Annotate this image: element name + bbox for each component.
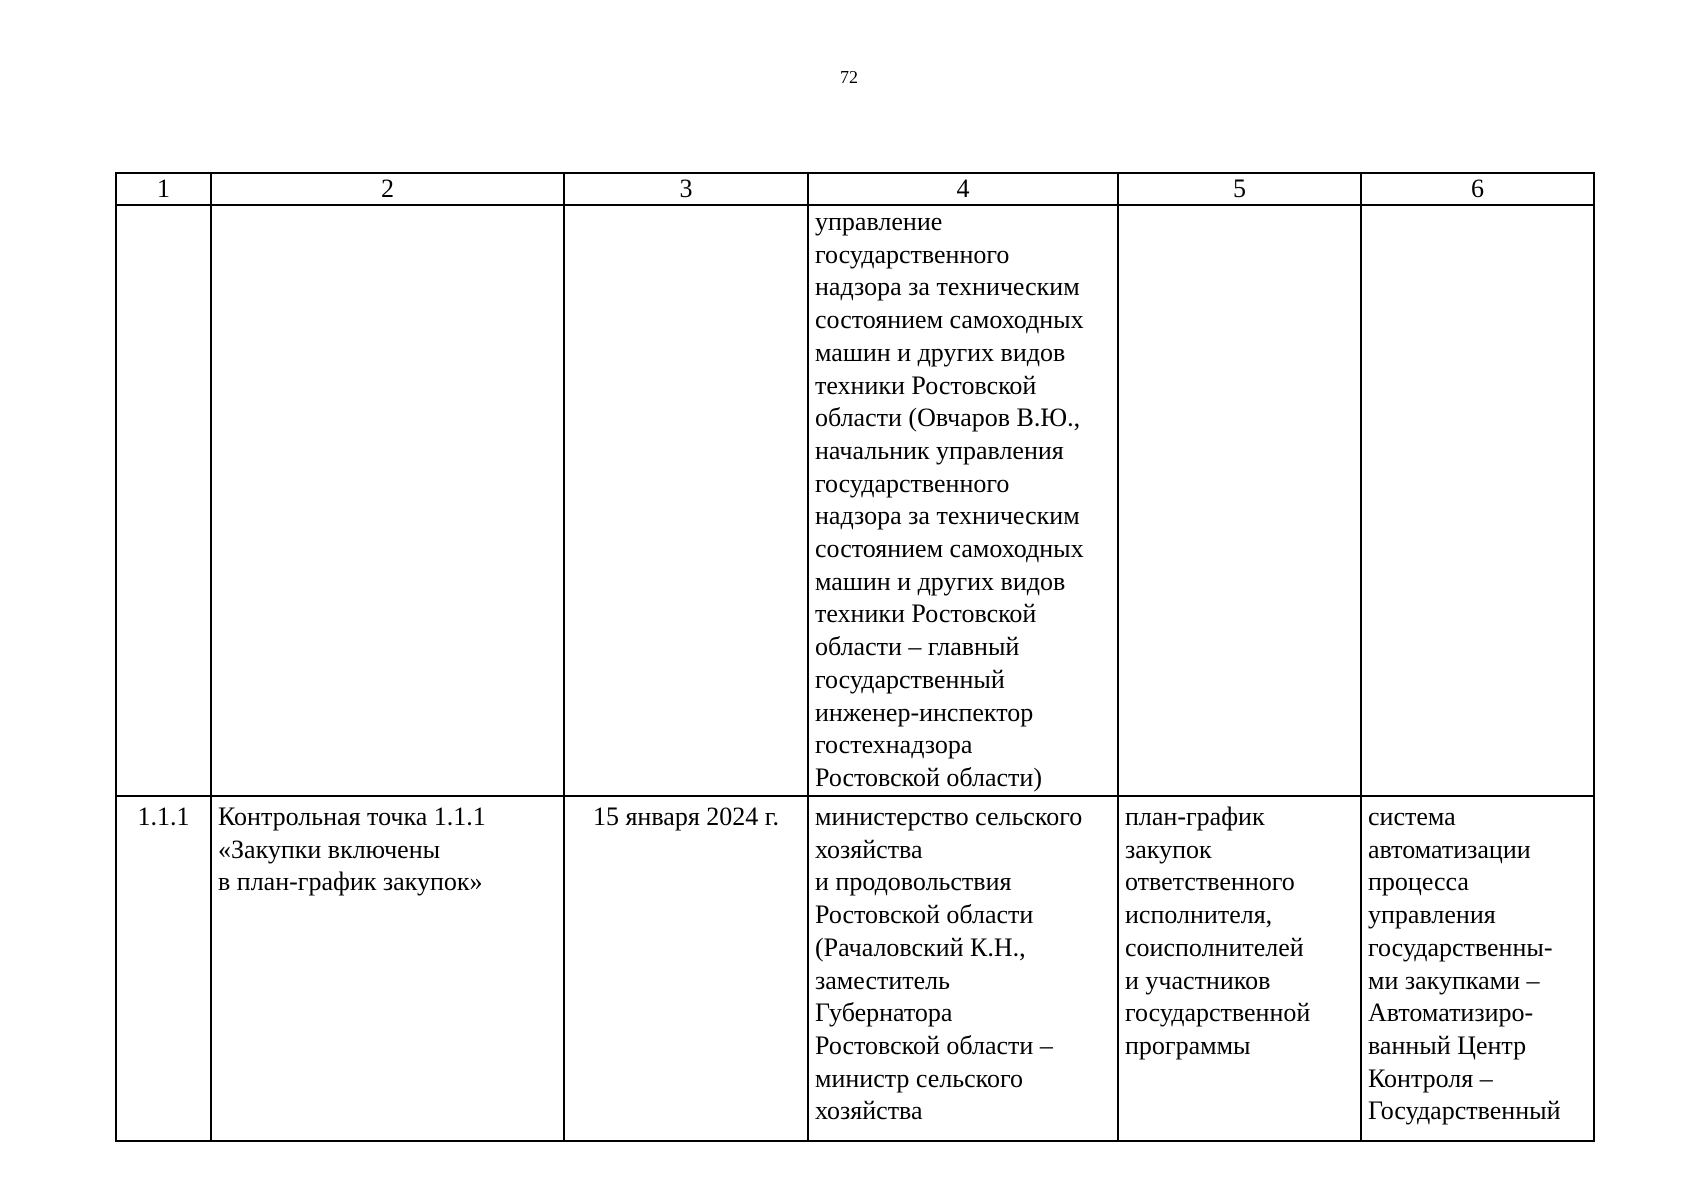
cell-text-line: Автоматизиро- — [1368, 998, 1534, 1028]
cell-text-line: Ростовской области) — [815, 762, 1042, 792]
cell-text-line: техники Ростовской — [815, 370, 1037, 400]
column-header-1: 1 — [116, 173, 211, 205]
cell-information-system — [1361, 205, 1594, 796]
cell-text-line: техники Ростовской — [815, 599, 1037, 629]
cell-deadline — [564, 205, 808, 796]
cell-text-line: в план-график закупок» — [218, 867, 483, 897]
cell-information-system — [1361, 796, 1594, 1141]
cell-text-line: инженер-инспектор — [815, 697, 1034, 727]
cell-text-line: машин и других видов — [815, 566, 1066, 596]
table-row-checkpoint — [116, 796, 1594, 1141]
cell-text-line: Контроля – — [1368, 1063, 1493, 1093]
cell-document-type — [1118, 796, 1361, 1141]
cell-text-line: управление — [815, 207, 943, 236]
cell-text-line: государственной — [1125, 998, 1311, 1028]
cell-text-line: хозяйства — [815, 834, 923, 864]
cell-text-line: закупок — [1125, 834, 1212, 864]
cell-deadline — [564, 796, 808, 1141]
cell-text-line: машин и других видов — [815, 337, 1066, 367]
cell-text-line: заместитель — [815, 965, 951, 995]
cell-text-line: состоянием самоходных — [815, 305, 1084, 335]
cell-document-type — [1118, 205, 1361, 796]
program-table — [115, 172, 1595, 1142]
cell-text-line: процесса — [1368, 867, 1469, 897]
cell-text-line: Ростовской области — [815, 900, 1034, 930]
cell-text-line: и продовольствия — [815, 867, 1012, 897]
cell-text-line: ванный Центр — [1368, 1030, 1527, 1060]
cell-text-line: Ростовской области – — [815, 1030, 1053, 1060]
cell-text-line: надзора за техническим — [815, 272, 1080, 302]
cell-text-line: министерство сельского — [815, 802, 1083, 831]
cell-text-line: состоянием самоходных — [815, 534, 1084, 564]
cell-text-line: ответственного — [1125, 867, 1295, 897]
cell-text-line: Губернатора — [815, 998, 953, 1028]
cell-text-line: и участников — [1125, 965, 1271, 995]
cell-text-line: хозяйства — [815, 1096, 923, 1126]
column-header-5: 5 — [1118, 173, 1361, 205]
cell-text-line: области (Овчаров В.Ю., — [815, 403, 1081, 433]
cell-text-line: начальник управления — [815, 435, 1064, 465]
cell-text-line: управления — [1368, 900, 1496, 930]
cell-text-line: Государственный — [1368, 1096, 1561, 1126]
cell-text-line: система — [1368, 802, 1456, 831]
cell-responsible — [808, 205, 1118, 796]
cell-text-line: гостехнадзора — [815, 730, 973, 760]
cell-text-line: государственный — [815, 664, 1005, 694]
column-header-3: 3 — [564, 173, 808, 205]
cell-text-line: соисполнителей — [1125, 932, 1304, 962]
cell-text-line: 1.1.1 — [137, 802, 190, 831]
cell-text-line: план-график — [1125, 802, 1265, 831]
cell-text-line: (Рачаловский К.Н., — [815, 932, 1026, 962]
cell-text-line: Контрольная точка 1.1.1 — [218, 802, 486, 831]
cell-text-line: области – главный — [815, 632, 1020, 662]
cell-text-line: министр сельского — [815, 1063, 1024, 1093]
column-header-2: 2 — [211, 173, 564, 205]
cell-text-line: программы — [1125, 1030, 1251, 1060]
cell-text-line: ми закупками – — [1368, 965, 1540, 995]
column-header-4: 4 — [808, 173, 1118, 205]
cell-text-line: государственного — [815, 468, 1010, 498]
page-number: 72 — [840, 67, 858, 87]
cell-number — [116, 796, 211, 1141]
cell-event-name — [211, 205, 564, 796]
table-row-continuation — [116, 205, 1594, 796]
cell-text-line: надзора за техническим — [815, 501, 1080, 531]
cell-text-line: исполнителя, — [1125, 900, 1273, 930]
cell-text-line: автоматизации — [1368, 834, 1531, 864]
cell-text-line: «Закупки включены — [218, 834, 441, 864]
cell-text-line: государственного — [815, 239, 1010, 269]
column-header-6: 6 — [1361, 173, 1594, 205]
cell-text-line: 15 января 2024 г. — [592, 802, 780, 831]
cell-text-line: государственны- — [1368, 932, 1553, 962]
table-header-row — [116, 173, 1594, 205]
cell-number — [116, 205, 211, 796]
cell-event-name — [211, 796, 564, 1141]
cell-responsible — [808, 796, 1118, 1141]
